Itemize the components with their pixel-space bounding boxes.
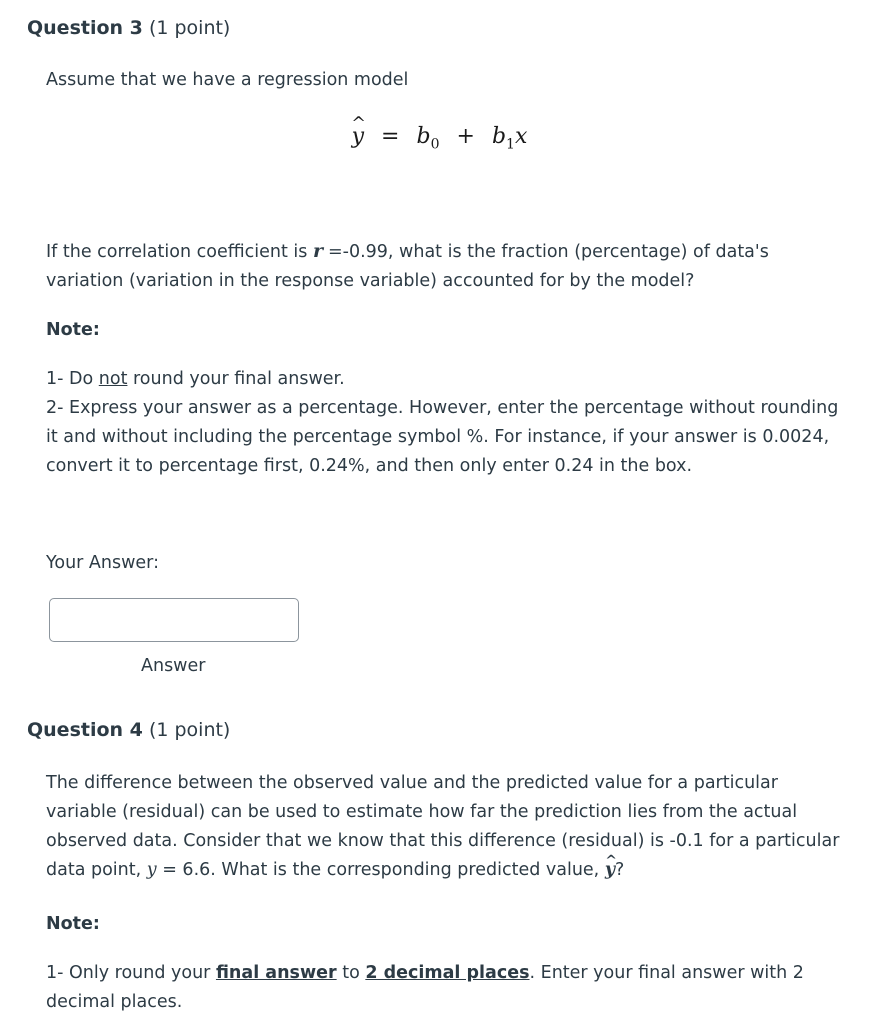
- r-equals: =: [327, 242, 343, 262]
- formula-b0-subscript: 0: [430, 136, 440, 153]
- question-3-prompt: [46, 237, 846, 296]
- question-4-points: (1 point): [148, 719, 231, 741]
- answer-caption: Answer: [141, 656, 206, 676]
- note-1-after: round your final answer.: [127, 369, 345, 389]
- answer-input[interactable]: [49, 598, 299, 642]
- question-4-body-text: The difference between the observed value and the predicted value for a particular variable (residual) can be used to estimate how far the prediction lies from the actual observed data. Consider that we know that this difference (residual) is -0.1 for a particular data point,: [46, 773, 840, 880]
- formula-x: x: [514, 124, 528, 149]
- regression-formula: [0, 124, 879, 152]
- prompt-before: If the correlation coefficient is: [46, 242, 313, 262]
- question-4-note-1: [46, 959, 846, 1017]
- q4-note-1-decimal-places: 2 decimal places: [365, 963, 530, 983]
- formula-b1-subscript: 1: [506, 136, 515, 153]
- prompt-after: -0.99, what is the fraction (percentage) of data's variation (variation in the response variable) accounted for by the model?: [46, 242, 769, 291]
- question-4-heading: [27, 719, 230, 741]
- question-3-title: Question 3: [27, 17, 143, 39]
- formula-y-hat: ^ y: [352, 124, 364, 149]
- question-3-notes: [46, 365, 846, 481]
- question-3-intro: Assume that we have a regression model: [46, 70, 409, 90]
- formula-equals: =: [381, 124, 400, 149]
- note-1-underlined: not: [98, 369, 128, 389]
- formula-plus: +: [456, 124, 475, 149]
- q4-note-1-final-answer: final answer: [215, 963, 337, 983]
- formula-b1: b: [491, 124, 507, 149]
- question-3-note-1: [46, 365, 846, 394]
- y-value-text: = 6.6. What is the corresponding predicted value,: [156, 860, 605, 880]
- r-symbol: r: [312, 240, 323, 262]
- question-3-note-2: 2- Express your answer as a percentage. However, enter the percentage without rounding it and without including the percentage symbol %. For instance, if your answer is 0.0024, convert it to percentage first, 0.24%, and then only enter 0.24 in the box.: [46, 398, 839, 476]
- question-4-title: Question 4: [27, 719, 143, 741]
- q4-note-1-before: 1- Only round your: [46, 963, 216, 983]
- y-hat-symbol: ^ y: [605, 856, 615, 885]
- formula-b0: b: [416, 124, 431, 149]
- note-1-before: 1- Do: [46, 369, 99, 389]
- question-4-body-end: ?: [614, 860, 625, 880]
- q4-note-1-mid: to: [336, 963, 366, 983]
- question-3-heading: [27, 17, 230, 39]
- question-4-note-label: Note:: [46, 914, 100, 934]
- y-symbol: y: [146, 860, 157, 880]
- your-answer-label: Your Answer:: [46, 553, 159, 573]
- question-3-points: (1 point): [148, 17, 231, 39]
- question-4-body: [46, 769, 846, 885]
- q4-note-1-after: . Enter your final answer with 2 decimal places.: [46, 963, 804, 1012]
- question-3-note-label: Note:: [46, 320, 100, 340]
